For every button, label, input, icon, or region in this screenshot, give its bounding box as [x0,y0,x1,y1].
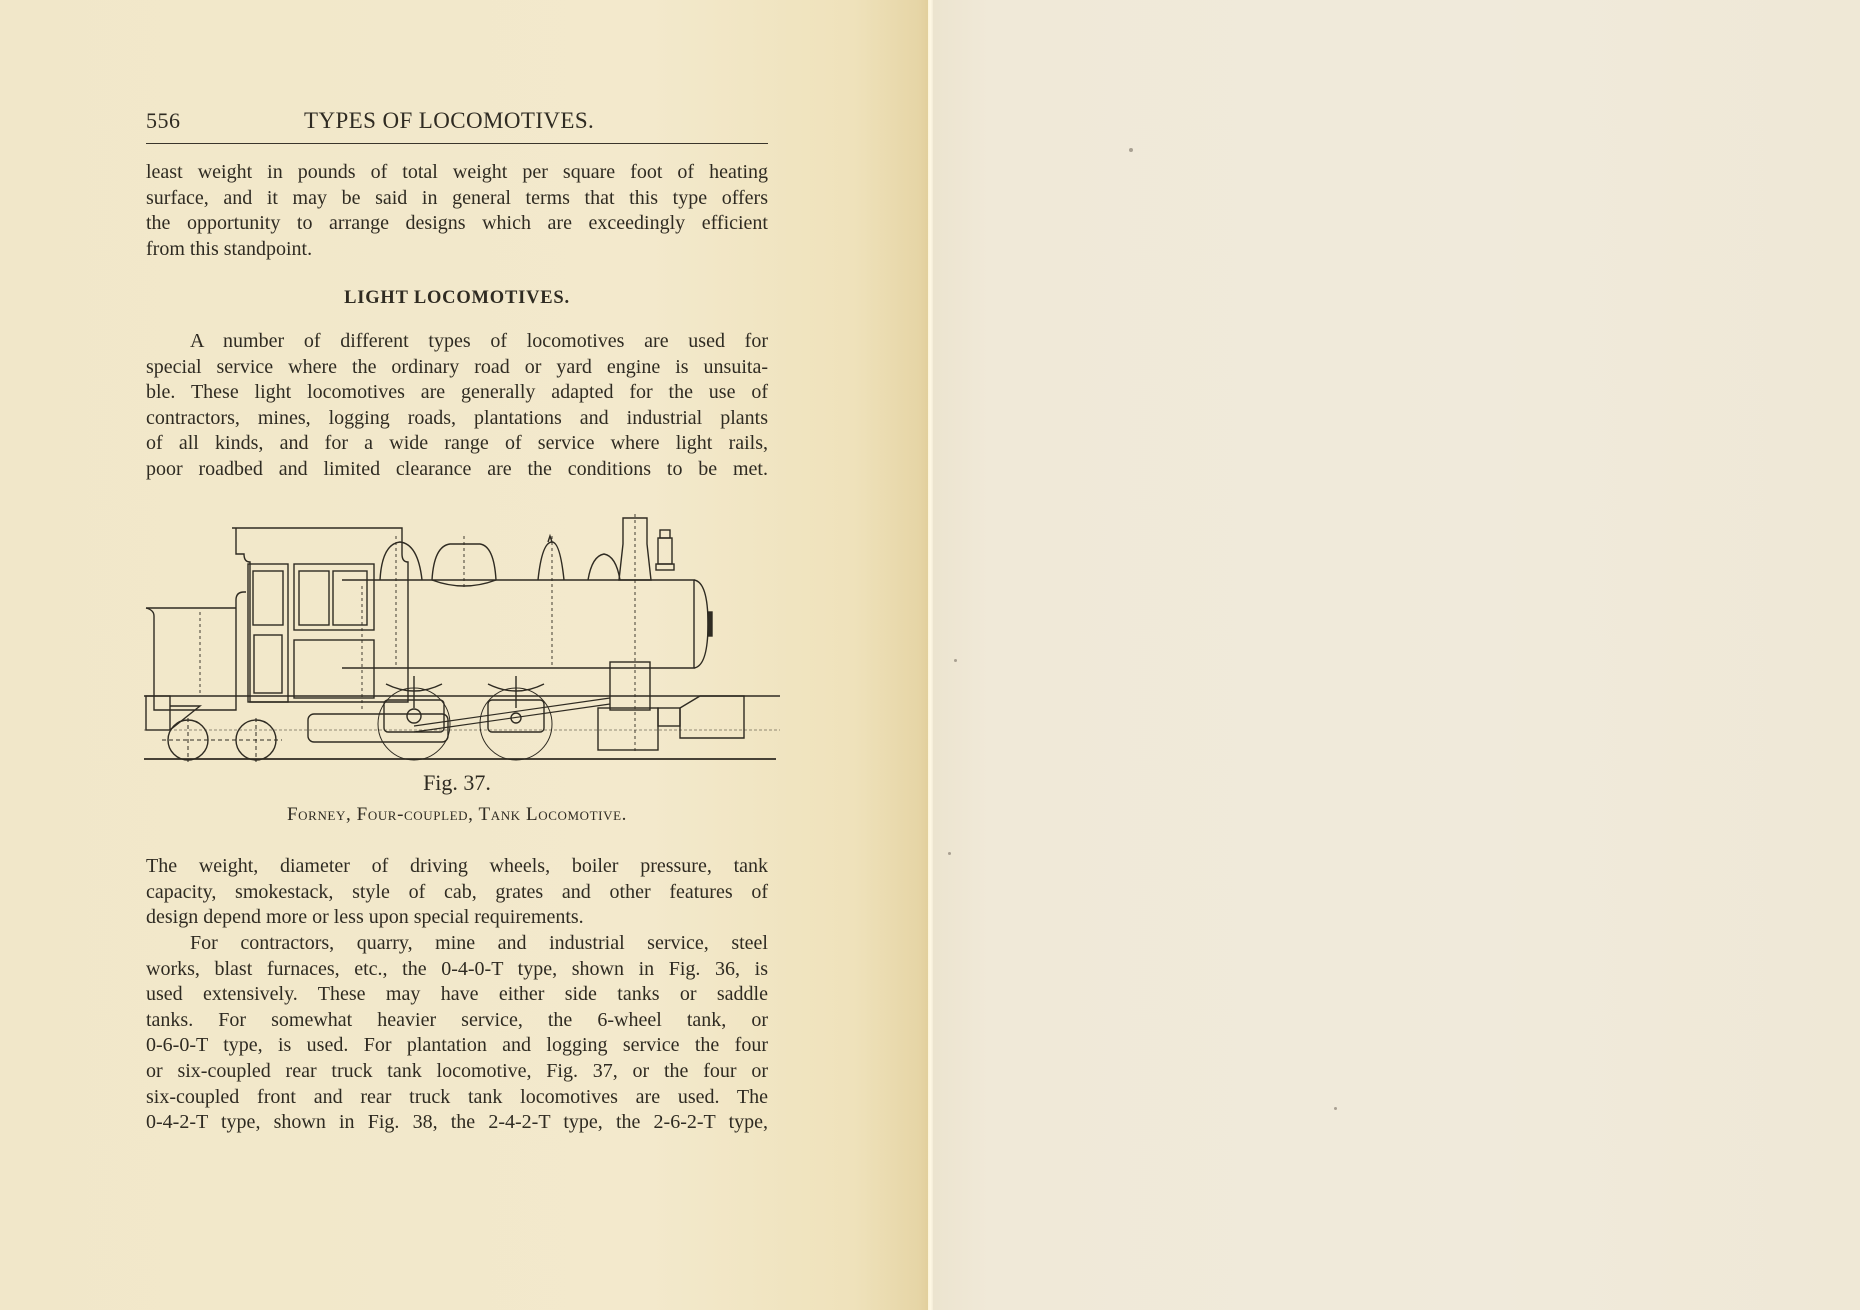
text-line: 0-6-0-T type, is used. For plantation and logging service the four [146,1034,768,1057]
header-rule [146,143,768,144]
text-line: capacity, smokestack, style of cab, grates and other features of [146,880,768,903]
paragraph-service-types [146,931,768,1136]
paper-speck [1129,148,1133,152]
locomotive-illustration [140,512,780,768]
text-line: For contractors, quarry, mine and industrial service, steel [190,932,768,954]
text-line: 0-4-2-T type, shown in Fig. 38, the 2-4-2-T type, the 2-6-2-T type, [146,1111,768,1134]
right-page-blank [933,0,1860,1310]
figure-caption: Forney, Four-coupled, Tank Locomotive. [287,804,627,825]
text-line: used extensively. These may have either side tanks or saddle [146,983,768,1006]
paper-speck [1334,1107,1337,1110]
text-line: from this standpoint. [146,237,313,260]
text-line: six-coupled front and rear truck tank locomotives are used. The [146,1085,768,1108]
text-line: of all kinds, and for a wide range of service where light rails, [146,432,768,455]
text-line: poor roadbed and limited clearance are the conditions to be met. [146,457,768,480]
running-title: TYPES OF LOCOMOTIVES. [304,108,595,133]
text-line: the opportunity to arrange designs which are exceedingly efficient [146,212,768,235]
paragraph-light-locomotives [146,329,768,483]
running-head [146,108,768,138]
paper-speck [948,852,951,855]
text-line: ble. These light locomotives are generally adapted for the use of [146,381,768,404]
text-line: works, blast furnaces, etc., the 0-4-0-T type, shown in Fig. 36, is [146,957,768,980]
intro-paragraph [146,160,768,262]
text-line: The weight, diameter of driving wheels, boiler pressure, tank [146,855,768,877]
figure-number: Fig. 37. [423,770,491,795]
text-line: A number of different types of locomotives are used for [190,330,768,352]
paper-speck [954,659,957,662]
page-number: 556 [146,108,181,133]
text-line: or six-coupled rear truck tank locomotive, Fig. 37, or the four or [146,1059,768,1082]
text-line: special service where the ordinary road or yard engine is unsuita- [146,355,768,378]
text-line: tanks. For somewhat heavier service, the 6-wheel tank, or [146,1008,768,1031]
text-line: design depend more or less upon special requirements. [146,906,584,929]
section-heading: LIGHT LOCOMOTIVES. [344,288,570,308]
text-line: least weight in pounds of total weight per square foot of heating [146,161,768,183]
paragraph-design-requirements [146,854,768,931]
text-line: surface, and it may be said in general terms that this type offers [146,186,768,209]
text-line: contractors, mines, logging roads, plantations and industrial plants [146,406,768,429]
